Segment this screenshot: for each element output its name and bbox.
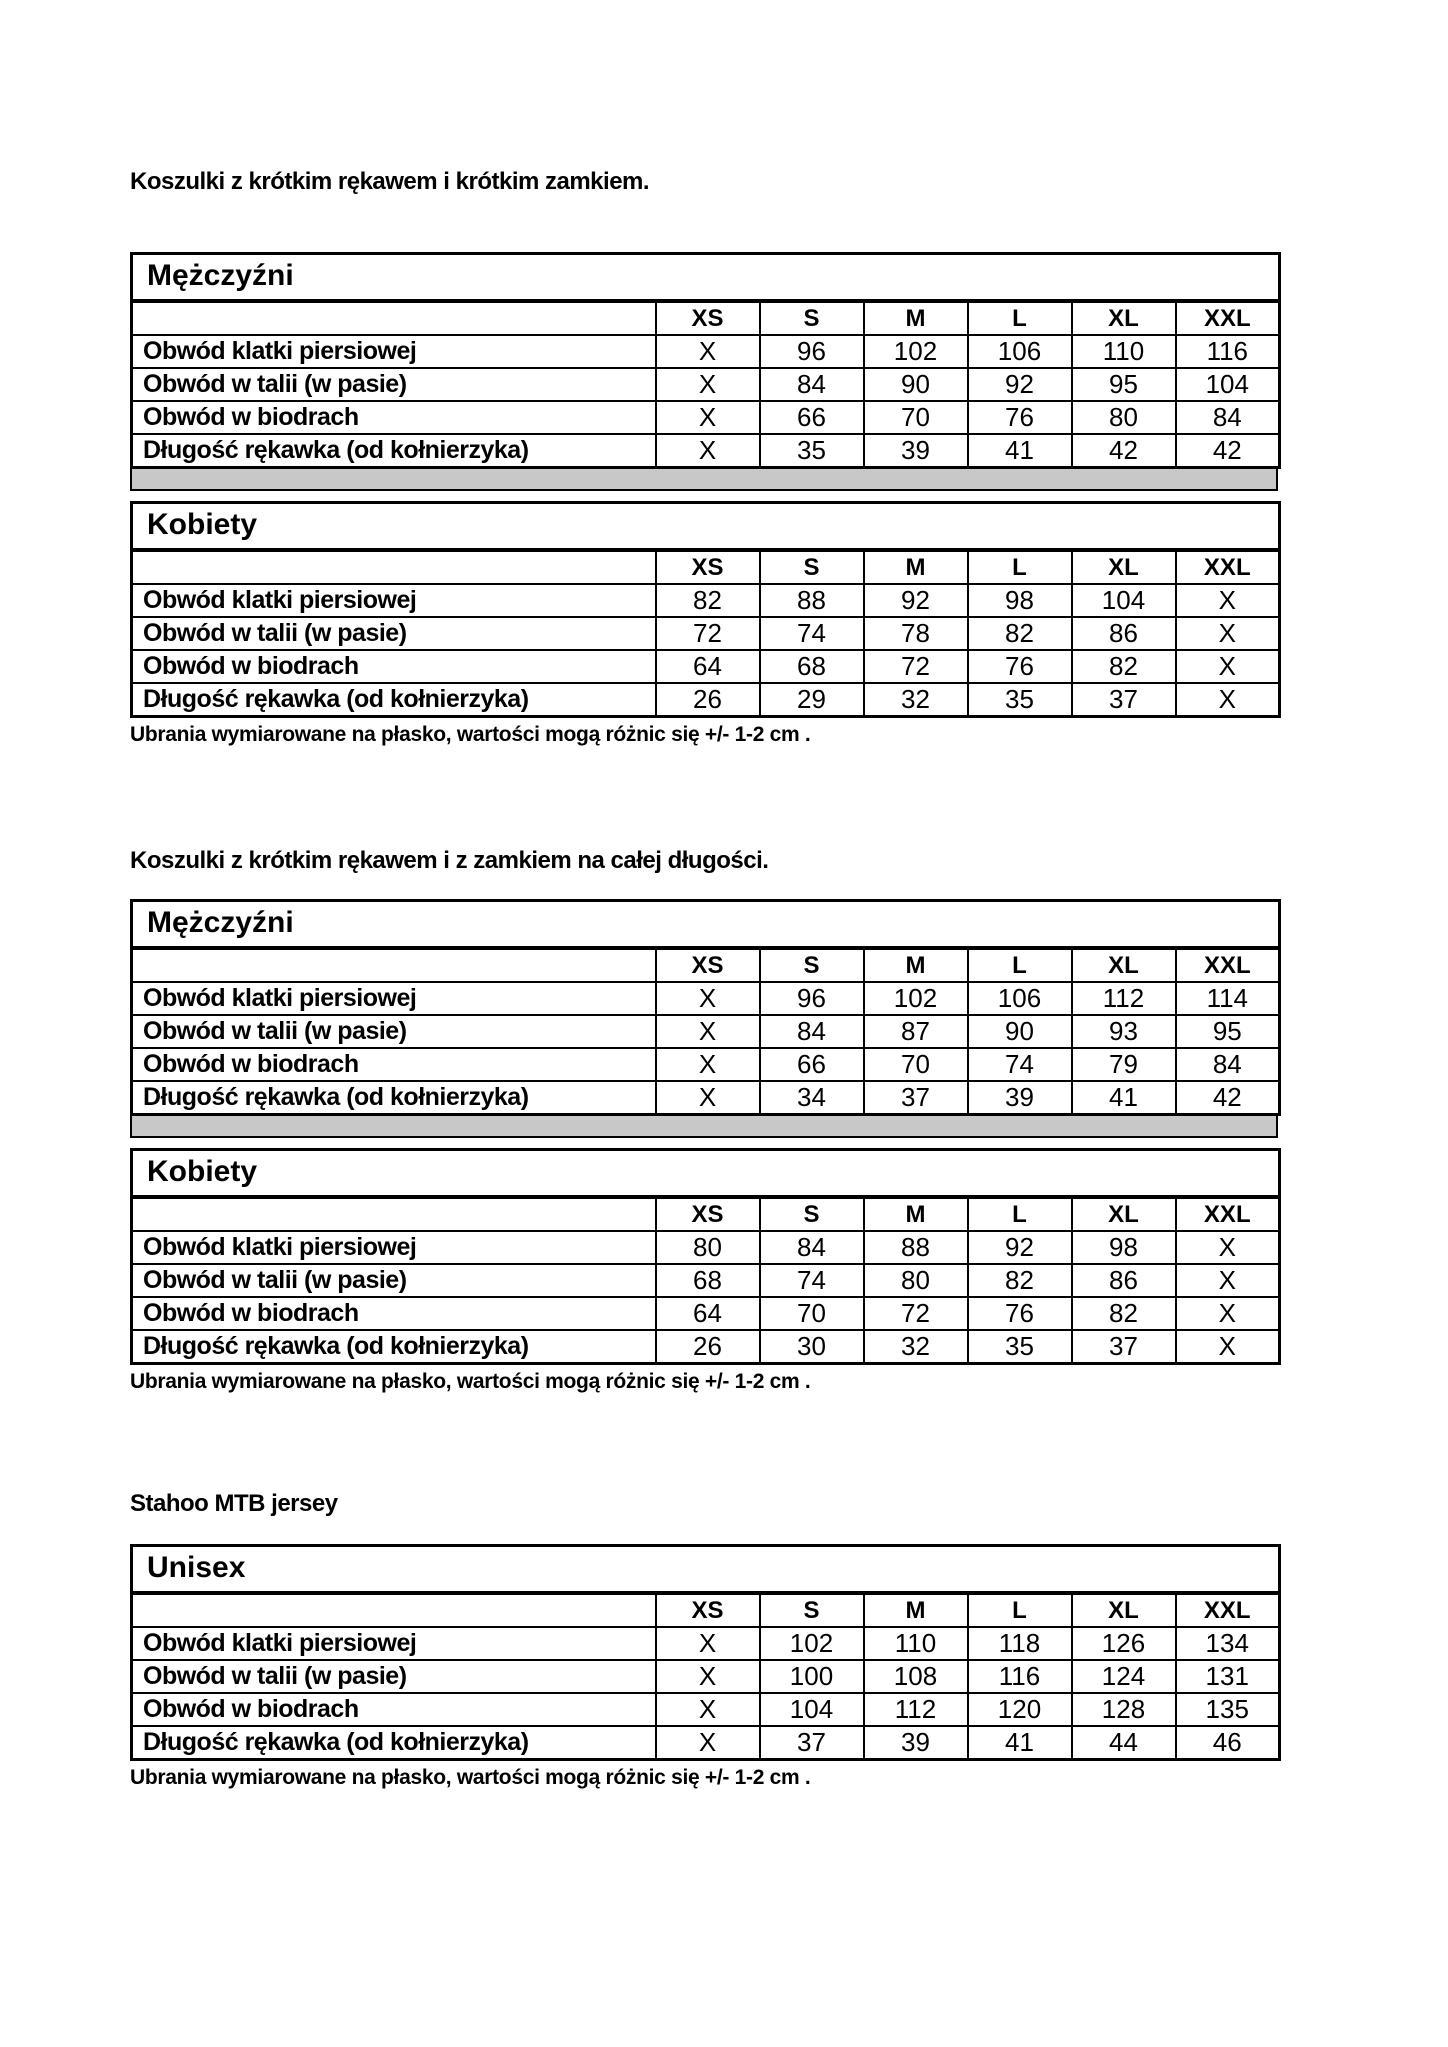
size-value: 104: [1176, 368, 1280, 401]
measurement-row: [132, 1627, 1280, 1660]
size-col-header: S: [760, 1197, 864, 1231]
measurement-note: Ubrania wymiarowane na płasko, wartości mogą różnic się +/- 1-2 cm .: [130, 1766, 811, 1789]
measurement-row: [132, 434, 1280, 468]
size-value: 84: [760, 1015, 864, 1048]
size-table: [130, 252, 1281, 469]
size-header-row: [132, 1197, 1280, 1231]
size-value: X: [656, 982, 760, 1015]
size-table-block: [130, 899, 1278, 1138]
measurement-row: [132, 617, 1280, 650]
size-value: X: [1176, 1231, 1280, 1264]
measurement-row: [132, 335, 1280, 368]
row-label: Długość rękawka (od kołnierzyka): [132, 1726, 656, 1760]
size-col-header: XXL: [1176, 1197, 1280, 1231]
size-value: 64: [656, 1297, 760, 1330]
size-value: 92: [968, 368, 1072, 401]
size-value: 26: [656, 683, 760, 717]
size-value: 82: [968, 617, 1072, 650]
size-table-block: [130, 501, 1278, 718]
measurement-row: [132, 1081, 1280, 1115]
size-value: 84: [760, 368, 864, 401]
measurement-row: [132, 1015, 1280, 1048]
size-col-header: L: [968, 301, 1072, 335]
separator-bar: [130, 1116, 1278, 1138]
measurement-note: Ubrania wymiarowane na płasko, wartości mogą różnic się +/- 1-2 cm .: [130, 723, 811, 746]
section-full-zip: [130, 747, 1278, 1394]
size-value: 68: [656, 1264, 760, 1297]
section-tables: [130, 899, 1278, 1365]
size-header-row: [132, 550, 1280, 584]
size-value: 72: [864, 650, 968, 683]
size-value: 128: [1072, 1693, 1176, 1726]
size-value: X: [1176, 1297, 1280, 1330]
measurement-row: [132, 683, 1280, 717]
size-value: X: [656, 335, 760, 368]
size-value: 110: [864, 1627, 968, 1660]
size-value: 131: [1176, 1660, 1280, 1693]
size-value: 82: [1072, 650, 1176, 683]
size-col-header: M: [864, 1197, 968, 1231]
size-value: 37: [1072, 683, 1176, 717]
size-value: 29: [760, 683, 864, 717]
size-col-header: L: [968, 948, 1072, 982]
size-value: X: [656, 1081, 760, 1115]
size-value: 70: [864, 1048, 968, 1081]
size-value: 134: [1176, 1627, 1280, 1660]
size-value: 100: [760, 1660, 864, 1693]
size-value: 106: [968, 335, 1072, 368]
size-value: 80: [656, 1231, 760, 1264]
size-value: 86: [1072, 617, 1176, 650]
size-value: 78: [864, 617, 968, 650]
measurement-row: [132, 1693, 1280, 1726]
size-row-spacer: [132, 1197, 656, 1231]
size-value: 102: [864, 335, 968, 368]
size-value: 135: [1176, 1693, 1280, 1726]
section-tables: [130, 252, 1278, 718]
size-value: 70: [864, 401, 968, 434]
size-value: 42: [1072, 434, 1176, 468]
size-row-spacer: [132, 550, 656, 584]
size-value: 76: [968, 650, 1072, 683]
measurement-row: [132, 368, 1280, 401]
size-table: [130, 501, 1281, 718]
size-value: 106: [968, 982, 1072, 1015]
size-table: [130, 1148, 1281, 1365]
row-label: Długość rękawka (od kołnierzyka): [132, 1081, 656, 1115]
size-col-header: XL: [1072, 948, 1176, 982]
size-value: 32: [864, 1330, 968, 1364]
row-label: Długość rękawka (od kołnierzyka): [132, 434, 656, 468]
size-value: 84: [1176, 401, 1280, 434]
size-col-header: XL: [1072, 1593, 1176, 1627]
separator-bar: [130, 469, 1278, 491]
row-label: Obwód w biodrach: [132, 401, 656, 434]
size-value: 104: [1072, 584, 1176, 617]
size-value: 37: [1072, 1330, 1176, 1364]
row-label: Obwód w biodrach: [132, 1048, 656, 1081]
size-value: 41: [968, 1726, 1072, 1760]
size-value: 74: [760, 617, 864, 650]
size-value: 87: [864, 1015, 968, 1048]
size-col-header: L: [968, 1197, 1072, 1231]
size-value: X: [656, 1627, 760, 1660]
section-tables: [130, 1544, 1278, 1761]
size-value: 112: [864, 1693, 968, 1726]
measurement-row: [132, 1048, 1280, 1081]
size-value: 80: [1072, 401, 1176, 434]
size-value: 96: [760, 982, 864, 1015]
document-content: [130, 0, 1278, 1790]
size-value: 46: [1176, 1726, 1280, 1760]
size-value: X: [1176, 617, 1280, 650]
size-col-header: M: [864, 948, 968, 982]
size-value: 39: [864, 434, 968, 468]
size-value: 34: [760, 1081, 864, 1115]
size-value: 118: [968, 1627, 1072, 1660]
size-value: 41: [968, 434, 1072, 468]
row-label: Obwód klatki piersiowej: [132, 335, 656, 368]
measurement-row: [132, 1231, 1280, 1264]
size-value: 108: [864, 1660, 968, 1693]
measurement-row: [132, 650, 1280, 683]
size-header-row: [132, 301, 1280, 335]
measurement-row: [132, 1330, 1280, 1364]
size-value: X: [1176, 1330, 1280, 1364]
size-col-header: XXL: [1176, 948, 1280, 982]
size-value: 68: [760, 650, 864, 683]
size-value: 70: [760, 1297, 864, 1330]
table-group-row: [132, 503, 1280, 551]
size-value: 32: [864, 683, 968, 717]
size-value: 82: [1072, 1297, 1176, 1330]
size-value: 112: [1072, 982, 1176, 1015]
size-value: 98: [1072, 1231, 1176, 1264]
size-col-header: M: [864, 550, 968, 584]
size-value: 37: [864, 1081, 968, 1115]
table-group-header: Mężczyźni: [132, 901, 1280, 949]
size-col-header: XL: [1072, 550, 1176, 584]
size-col-header: S: [760, 301, 864, 335]
size-value: 39: [864, 1726, 968, 1760]
size-value: 72: [656, 617, 760, 650]
size-value: 104: [760, 1693, 864, 1726]
row-label: Obwód w talii (w pasie): [132, 1264, 656, 1297]
size-value: 126: [1072, 1627, 1176, 1660]
size-row-spacer: [132, 1593, 656, 1627]
table-group-header: Kobiety: [132, 503, 1280, 551]
size-value: 30: [760, 1330, 864, 1364]
size-table: [130, 899, 1281, 1116]
table-group-header: Unisex: [132, 1546, 1280, 1594]
size-value: 35: [968, 1330, 1072, 1364]
size-col-header: S: [760, 948, 864, 982]
size-value: 74: [760, 1264, 864, 1297]
size-value: 37: [760, 1726, 864, 1760]
size-value: 76: [968, 401, 1072, 434]
row-label: Długość rękawka (od kołnierzyka): [132, 683, 656, 717]
size-value: 98: [968, 584, 1072, 617]
size-value: 93: [1072, 1015, 1176, 1048]
size-value: 35: [968, 683, 1072, 717]
size-col-header: L: [968, 550, 1072, 584]
size-value: 124: [1072, 1660, 1176, 1693]
size-value: X: [656, 1048, 760, 1081]
size-value: X: [656, 1726, 760, 1760]
row-label: Obwód w talii (w pasie): [132, 617, 656, 650]
size-col-header: XS: [656, 948, 760, 982]
size-col-header: S: [760, 550, 864, 584]
size-col-header: XS: [656, 1593, 760, 1627]
row-label: Obwód w talii (w pasie): [132, 368, 656, 401]
size-table-block: [130, 1148, 1278, 1365]
row-label: Obwód w talii (w pasie): [132, 1660, 656, 1693]
size-value: 88: [864, 1231, 968, 1264]
size-value: X: [656, 434, 760, 468]
section-title: Koszulki z krótkim rękawem i z zamkiem na całej długości.: [130, 847, 769, 874]
row-label: Obwód klatki piersiowej: [132, 982, 656, 1015]
size-value: 76: [968, 1297, 1072, 1330]
row-label: Obwód w talii (w pasie): [132, 1015, 656, 1048]
size-table: [130, 1544, 1281, 1761]
size-value: 82: [968, 1264, 1072, 1297]
size-col-header: M: [864, 301, 968, 335]
measurement-row: [132, 1660, 1280, 1693]
size-value: 84: [760, 1231, 864, 1264]
section-title: Koszulki z krótkim rękawem i krótkim zamkiem.: [130, 168, 650, 195]
size-value: 95: [1072, 368, 1176, 401]
size-value: X: [656, 1015, 760, 1048]
section-title: Stahoo MTB jersey: [130, 1490, 338, 1517]
measurement-row: [132, 1297, 1280, 1330]
row-label: Obwód klatki piersiowej: [132, 1231, 656, 1264]
size-value: X: [1176, 1264, 1280, 1297]
size-col-header: XS: [656, 550, 760, 584]
size-value: X: [656, 1693, 760, 1726]
size-value: X: [1176, 650, 1280, 683]
size-value: 120: [968, 1693, 1072, 1726]
size-value: 35: [760, 434, 864, 468]
size-col-header: XS: [656, 1197, 760, 1231]
size-header-row: [132, 948, 1280, 982]
measurement-row: [132, 1726, 1280, 1760]
measurement-row: [132, 1264, 1280, 1297]
size-value: 116: [1176, 335, 1280, 368]
size-value: 66: [760, 1048, 864, 1081]
size-value: X: [656, 401, 760, 434]
size-value: 92: [864, 584, 968, 617]
size-value: 114: [1176, 982, 1280, 1015]
size-col-header: XXL: [1176, 1593, 1280, 1627]
size-value: 42: [1176, 434, 1280, 468]
size-value: 39: [968, 1081, 1072, 1115]
size-col-header: S: [760, 1593, 864, 1627]
size-value: 95: [1176, 1015, 1280, 1048]
table-group-row: [132, 1150, 1280, 1198]
row-label: Obwód w biodrach: [132, 1297, 656, 1330]
size-value: 102: [864, 982, 968, 1015]
row-label: Obwód klatki piersiowej: [132, 584, 656, 617]
table-group-header: Kobiety: [132, 1150, 1280, 1198]
measurement-row: [132, 584, 1280, 617]
size-value: 86: [1072, 1264, 1176, 1297]
size-value: X: [1176, 584, 1280, 617]
size-row-spacer: [132, 301, 656, 335]
size-value: 92: [968, 1231, 1072, 1264]
size-value: 26: [656, 1330, 760, 1364]
size-table-block: [130, 252, 1278, 491]
size-row-spacer: [132, 948, 656, 982]
size-value: 66: [760, 401, 864, 434]
table-group-header: Mężczyźni: [132, 254, 1280, 302]
size-value: 90: [864, 368, 968, 401]
size-value: X: [1176, 683, 1280, 717]
size-value: 72: [864, 1297, 968, 1330]
size-value: 42: [1176, 1081, 1280, 1115]
size-value: 79: [1072, 1048, 1176, 1081]
row-label: Obwód w biodrach: [132, 650, 656, 683]
size-value: 84: [1176, 1048, 1280, 1081]
measurement-note: Ubrania wymiarowane na płasko, wartości mogą różnic się +/- 1-2 cm .: [130, 1370, 811, 1393]
size-value: 80: [864, 1264, 968, 1297]
size-value: 82: [656, 584, 760, 617]
size-value: 88: [760, 584, 864, 617]
size-value: X: [656, 1660, 760, 1693]
size-value: 74: [968, 1048, 1072, 1081]
size-header-row: [132, 1593, 1280, 1627]
size-value: 90: [968, 1015, 1072, 1048]
size-value: 116: [968, 1660, 1072, 1693]
row-label: Obwód klatki piersiowej: [132, 1627, 656, 1660]
size-col-header: M: [864, 1593, 968, 1627]
table-group-row: [132, 254, 1280, 302]
section-short-zip: [130, 0, 1278, 747]
measurement-row: [132, 982, 1280, 1015]
row-label: Obwód w biodrach: [132, 1693, 656, 1726]
row-label: Długość rękawka (od kołnierzyka): [132, 1330, 656, 1364]
size-value: 110: [1072, 335, 1176, 368]
size-col-header: XL: [1072, 301, 1176, 335]
size-col-header: XXL: [1176, 550, 1280, 584]
size-col-header: XS: [656, 301, 760, 335]
size-table-block: [130, 1544, 1278, 1761]
section-mtb-jersey: [130, 1394, 1278, 1790]
size-col-header: XXL: [1176, 301, 1280, 335]
size-value: 102: [760, 1627, 864, 1660]
size-value: 44: [1072, 1726, 1176, 1760]
size-col-header: XL: [1072, 1197, 1176, 1231]
size-col-header: L: [968, 1593, 1072, 1627]
size-value: X: [656, 368, 760, 401]
table-group-row: [132, 901, 1280, 949]
table-group-row: [132, 1546, 1280, 1594]
size-value: 96: [760, 335, 864, 368]
size-value: 41: [1072, 1081, 1176, 1115]
measurement-row: [132, 401, 1280, 434]
size-value: 64: [656, 650, 760, 683]
